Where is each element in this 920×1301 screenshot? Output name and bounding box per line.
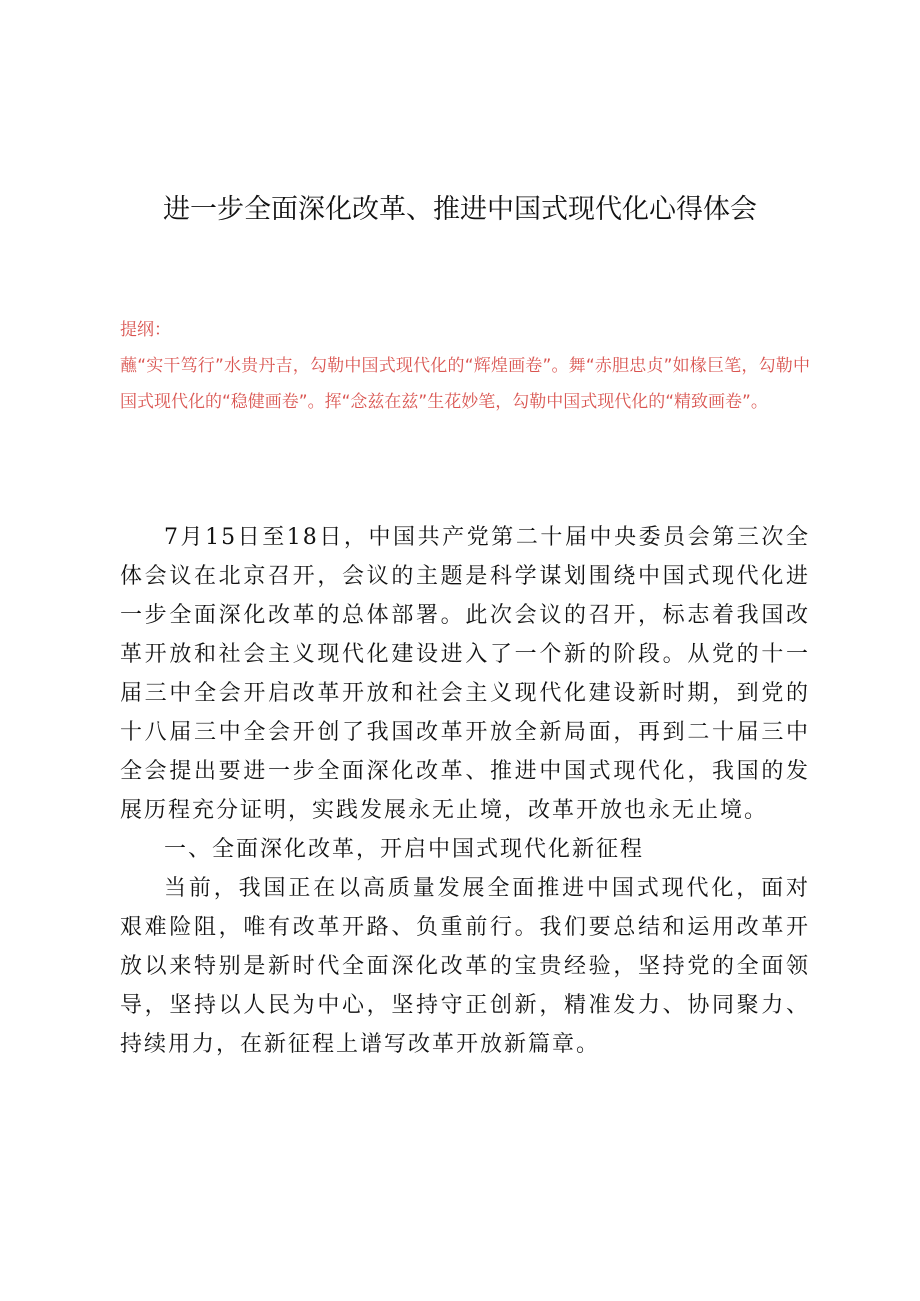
outline-text: 蘸“实干笃行”水贵丹吉，勾勒中国式现代化的“辉煌画卷”。舞“赤胆忠贞”如椽巨笔，勾勒中国式现代化的“稳健画卷”。挥“念兹在兹”生花妙笔，勾勒中国式现代化的“精致画卷”。	[120, 356, 810, 412]
body-paragraph: 7月15日至18日，中国共产党第二十届中央委员会第三次全体会议在北京召开，会议的主题是科学谋划围绕中国式现代化进一步全面深化改革的总体部署。此次会议的召开，标志着我国改革开放和社会主义现代化建设进入了一个新的阶段。从党的十一届三中全会开启改革开放和社会主义现代化建设新时期，到党的十八届三中全会开创了我国改革开放全新局面，再到二十届三中全会提出要进一步全面深化改革、推进中国式现代化，我国的发展历程充分证明，实践发展永无止境，改革开放也永无止境。	[120, 525, 810, 823]
section-heading: 一、全面深化改革，开启中国式现代化新征程	[164, 837, 645, 862]
document-title: 进一步全面深化改革、推进中国式现代化心得体会	[163, 194, 757, 225]
outline-block	[120, 312, 810, 420]
outline-label: 提纲：	[120, 320, 171, 340]
body-paragraph: 当前，我国正在以高质量发展全面推进中国式现代化，面对艰难险阻，唯有改革开路、负重前行。我们要总结和运用改革开放以来特别是新时代全面深化改革的宝贵经验，坚持党的全面领导，坚持以人民为中心，坚持守正创新，精准发力、协同聚力、持续用力，在新征程上谱写改革开放新篇章。	[120, 876, 810, 1057]
document-body	[120, 518, 810, 1064]
